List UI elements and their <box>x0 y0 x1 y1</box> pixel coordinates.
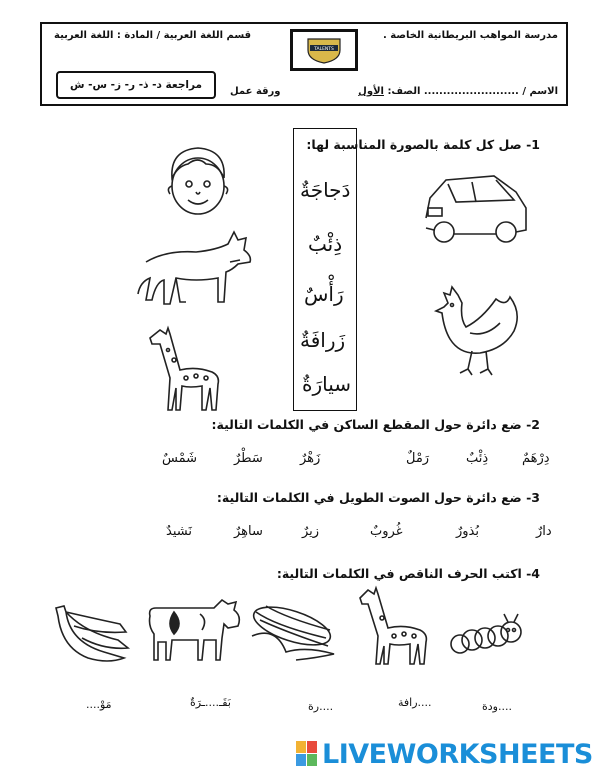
q1-word-4[interactable]: زَرافَةٌ <box>300 328 346 352</box>
header-box <box>40 22 568 106</box>
q3-title: 3- ضع دائرة حول الصوت الطويل في الكلمات التالية: <box>216 490 540 505</box>
shield-icon <box>304 36 344 64</box>
q4-blank-3[interactable]: ....رة <box>308 700 334 713</box>
chicken-drawing <box>430 283 524 379</box>
school-name: مدرسة المواهب البريطانية الخاصة . <box>383 30 558 41</box>
q3-word-5[interactable]: ساهِرٌ <box>234 524 263 539</box>
q4-title: 4- اكتب الحرف الناقص في الكلمات التالية: <box>276 566 540 581</box>
caterpillar-drawing <box>448 612 524 658</box>
q1-word-2[interactable]: ذِئْبٌ <box>308 232 343 256</box>
q2-title: 2- ضع دائرة حول المقطع الساكن في الكلمات التالية: <box>211 417 540 432</box>
grade-value: الأول <box>358 86 384 97</box>
q1-word-column <box>293 128 357 411</box>
department-label: قسم اللغة العربية / المادة : اللغة العربية <box>54 30 252 41</box>
cow-drawing <box>144 594 244 664</box>
q3-word-1[interactable]: دارٌ <box>536 524 552 539</box>
q3-word-2[interactable]: بُذورٌ <box>456 524 479 539</box>
name-field-label <box>358 86 558 97</box>
review-box: مراجعة د- ذ- ر- ز- س- ش <box>56 71 216 99</box>
wolf-drawing <box>136 222 258 314</box>
q4-blank-5[interactable]: مَوْ.... <box>86 698 112 711</box>
q2-word-6[interactable]: شَمْسٌ <box>162 451 197 466</box>
car-drawing <box>420 168 532 252</box>
q2-word-4[interactable]: زَهْرٌ <box>300 451 321 466</box>
liveworksheets-icon <box>296 741 318 767</box>
q3-word-6[interactable]: نَشيدٌ <box>166 524 192 539</box>
corn-drawing <box>246 596 340 662</box>
name-label: الاسم / ......................... الصف: <box>387 86 558 97</box>
q1-title: 1- صل كل كلمة بالصورة المناسبة لها: <box>306 137 540 152</box>
giraffe-drawing-2 <box>352 584 438 668</box>
q4-blank-2[interactable]: ....رافة <box>398 696 432 709</box>
q1-word-1[interactable]: دَجاجَةٌ <box>300 178 351 202</box>
school-logo <box>290 29 358 71</box>
q3-word-4[interactable]: زيرٌ <box>302 524 320 539</box>
q4-blank-1[interactable]: ....ودة <box>482 700 512 713</box>
giraffe-drawing <box>140 322 232 414</box>
q2-word-3[interactable]: رَمْلٌ <box>406 451 430 466</box>
liveworksheets-logo <box>296 737 596 771</box>
q1-word-5[interactable]: سيارَةٌ <box>302 372 352 396</box>
q4-blank-4[interactable]: بَقَـ....ـرَةٌ <box>190 696 231 709</box>
svg-text:TALENTS: TALENTS <box>314 47 334 52</box>
face-drawing <box>158 142 238 220</box>
brand-name: LIVEWORKSHEETS <box>322 738 593 770</box>
worksheet-label: ورقة عمل <box>230 86 281 97</box>
q2-word-5[interactable]: سَطْرٌ <box>234 451 263 466</box>
q1-word-3[interactable]: رَأْسٌ <box>304 282 344 306</box>
banana-drawing <box>48 602 132 664</box>
q2-word-1[interactable]: دِرْهَمٌ <box>522 451 550 466</box>
q2-word-2[interactable]: ذِئْبٌ <box>466 451 489 466</box>
q3-word-3[interactable]: غُروبٌ <box>370 524 403 539</box>
